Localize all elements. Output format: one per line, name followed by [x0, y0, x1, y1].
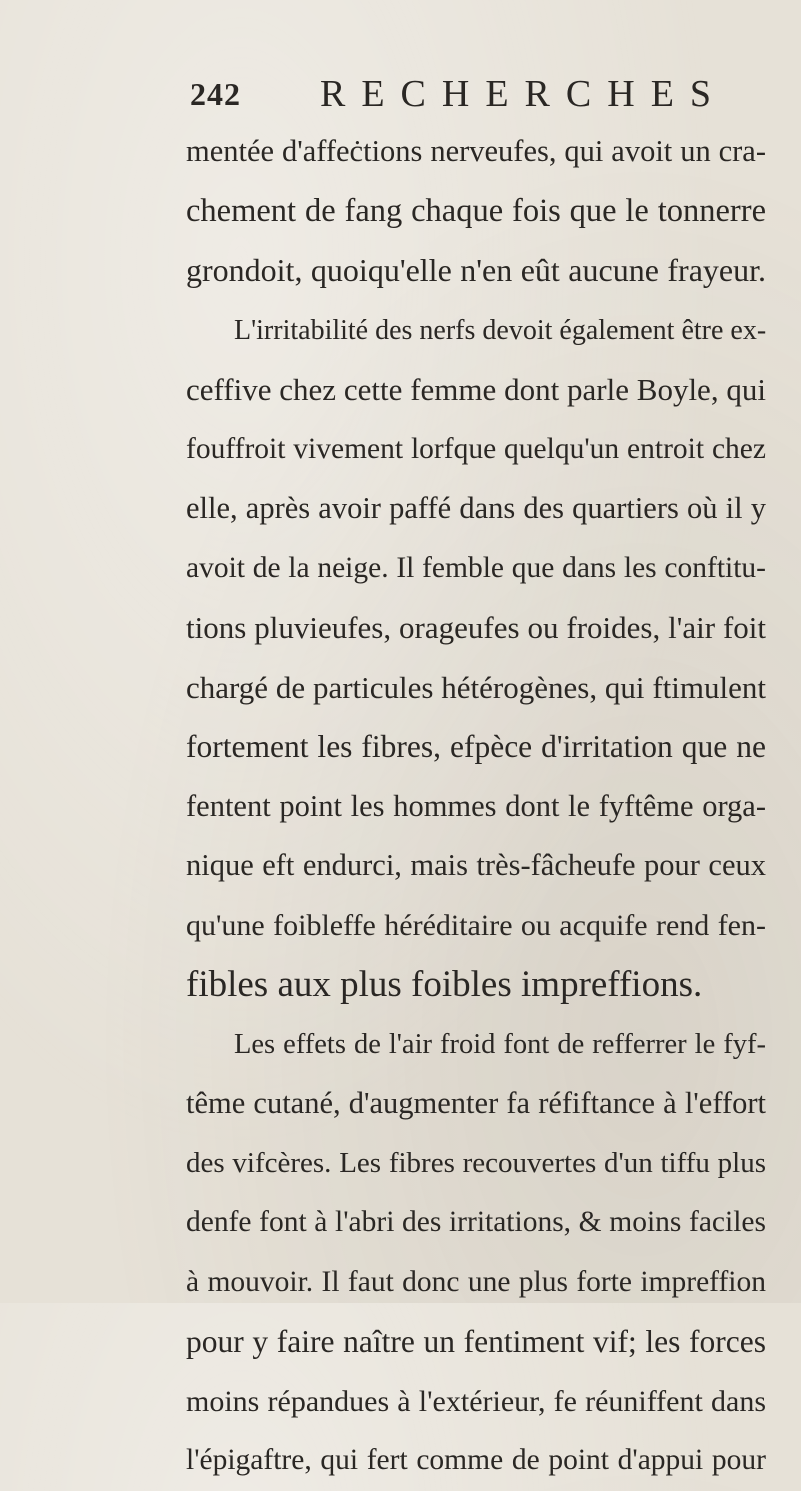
page-number: 242: [190, 76, 241, 112]
text-line: elle, après avoir paffé dans des quartiers où il y: [186, 491, 766, 525]
text-line: fortement les fibres, efpèce d'irritation que ne: [186, 729, 766, 764]
text-line: fibles aux plus foibles impreffions.: [186, 964, 703, 1005]
body-text: [186, 122, 766, 1491]
text-line: qu'une foibleffe héréditaire ou acquife rend fen-: [186, 908, 766, 942]
text-line: fouffroit vivement lorfque quelqu'un entroit chez: [186, 432, 766, 465]
text-line: nique eft endurci, mais très-fâcheufe pour ceux: [186, 848, 766, 882]
text-line: pour y faire naître un fentiment vif; les forces: [186, 1324, 766, 1359]
text-line: avoit de la neige. Il femble que dans les conftitu-: [186, 551, 766, 584]
text-line: chargé de particules hétérogènes, qui ftimulent: [186, 669, 766, 705]
text-line: ceffive chez cette femme dont parle Boyle, qui: [186, 372, 766, 407]
text-line: moins répandues à l'extérieur, fe réuniffent dans: [186, 1384, 766, 1418]
text-line: l'épigaftre, qui fert comme de point d'appui pour: [186, 1444, 766, 1476]
text-line: tions pluvieufes, orageufes ou froides, l'air foit: [186, 610, 766, 645]
text-line: Les effets de l'air froid font de refferrer le fyf-: [234, 1028, 766, 1060]
text-line: grondoit, quoiqu'elle n'en eût aucune frayeur.: [186, 252, 766, 288]
text-line: L'irritabilité des nerfs devoit également être ex-: [234, 314, 766, 346]
text-line: mentée d'affeċtions nerveufes, qui avoit un cra-: [186, 134, 766, 168]
text-line: fentent point les hommes dont le fyftême orga-: [186, 788, 766, 823]
text-line: à mouvoir. Il faut donc une plus forte impreffion: [186, 1265, 766, 1298]
text-line: denfe font à l'abri des irritations, & moins faciles: [186, 1206, 766, 1238]
text-line: tême cutané, d'augmenter fa réfiftance à l'effort: [186, 1086, 766, 1120]
page-header: [190, 72, 750, 122]
running-head: RECHERCHES: [320, 73, 728, 115]
text-line: des vifcères. Les fibres recouvertes d'un tiffu plus: [186, 1146, 766, 1179]
text-line: chement de fang chaque fois que le tonnerre: [186, 192, 766, 229]
